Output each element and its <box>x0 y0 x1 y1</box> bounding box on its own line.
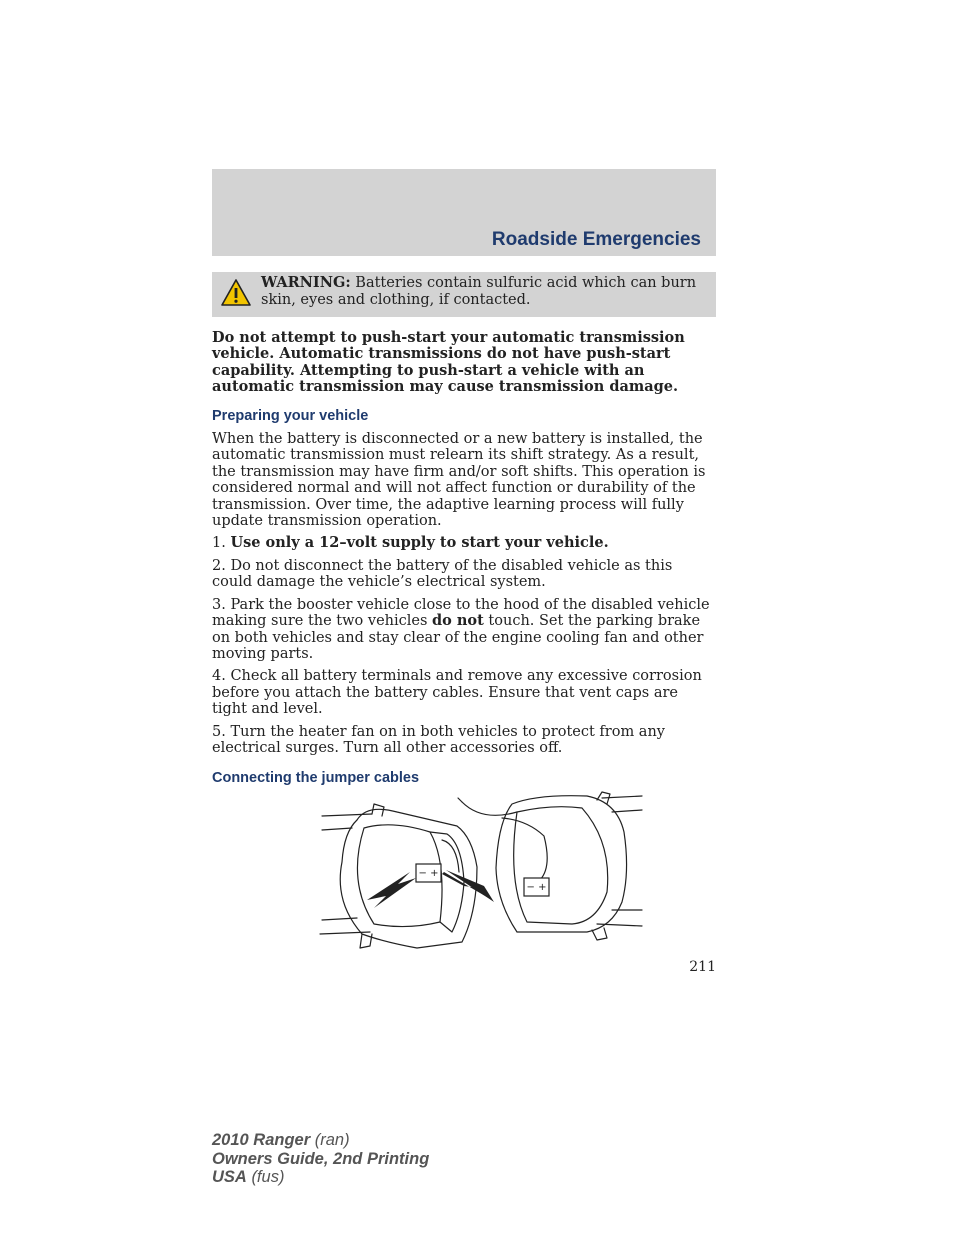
footer-model: 2010 Ranger <box>212 1131 311 1149</box>
heading-preparing-vehicle: Preparing your vehicle <box>212 407 369 424</box>
step-5: 5. Turn the heater fan on in both vehicles to protect from any electrical surges. Turn all other accessories off. <box>212 723 665 756</box>
warning-box <box>212 272 716 317</box>
warning-label: WARNING: <box>261 274 351 291</box>
step-2: 2. Do not disconnect the battery of the disabled vehicle as this could damage the vehicle’s electrical system. <box>212 557 673 591</box>
step-1-text: Use only a 12–volt supply to start your vehicle. <box>230 534 609 552</box>
booster-battery-icon <box>416 864 441 882</box>
section-header-band <box>212 169 716 256</box>
footer <box>212 1131 429 1187</box>
footer-market: USA <box>212 1168 247 1186</box>
section-title: Roadside Emergencies <box>491 229 701 250</box>
warning-message: Batteries contain sulfuric acid which can burn skin, eyes and clothing, if contacted. <box>261 275 697 308</box>
warning-triangle-icon <box>220 277 252 309</box>
step-1-number: 1. <box>212 535 226 552</box>
warning-text <box>261 275 709 308</box>
heading-connecting-cables: Connecting the jumper cables <box>212 770 420 787</box>
main-content <box>212 330 716 794</box>
step-3-text-a: 3. Park the booster vehicle close to the hood of the disabled vehicle making sure the two vehicles <box>212 596 710 630</box>
page-number: 211 <box>689 959 716 975</box>
disabled-battery-icon <box>524 878 549 896</box>
footer-line-2 <box>212 1150 429 1169</box>
footer-line-3 <box>212 1168 429 1187</box>
footer-line-1 <box>212 1131 429 1150</box>
jumper-cables-illustration <box>312 782 652 952</box>
step-3-text-b: touch. Set the parking brake on both vehicles and stay clear of the engine cooling fan and other moving parts. <box>212 613 704 662</box>
footer-model-code: (ran) <box>314 1131 350 1149</box>
footer-market-code: (fus) <box>251 1168 285 1186</box>
disabled-battery-label: − + <box>526 882 547 893</box>
footer-guide: Owners Guide, 2nd Printing <box>212 1149 430 1168</box>
step-3 <box>212 597 716 663</box>
step-3-emphasis: do not <box>432 612 484 630</box>
step-4: 4. Check all battery terminals and remove any excessive corrosion before you attach the battery cables. Ensure that vent caps are tight and level. <box>212 668 702 718</box>
push-start-caution: Do not attempt to push-start your automatic transmission vehicle. Automatic transmissions do not have push-start capability. Attempting to push-start a vehicle with an automatic transmission may cause transmission damage. <box>212 329 685 396</box>
intro-paragraph: When the battery is disconnected or a new battery is installed, the automatic transmission must relearn its shift strategy. As a result, the transmission may have firm and/or soft shifts. This operation is considered normal and will not affect function or durability of the transmission. Over time, the adaptive learning process will fully update transmission operation. <box>212 431 706 530</box>
step-1 <box>212 535 716 551</box>
booster-battery-label: − + <box>418 868 439 879</box>
